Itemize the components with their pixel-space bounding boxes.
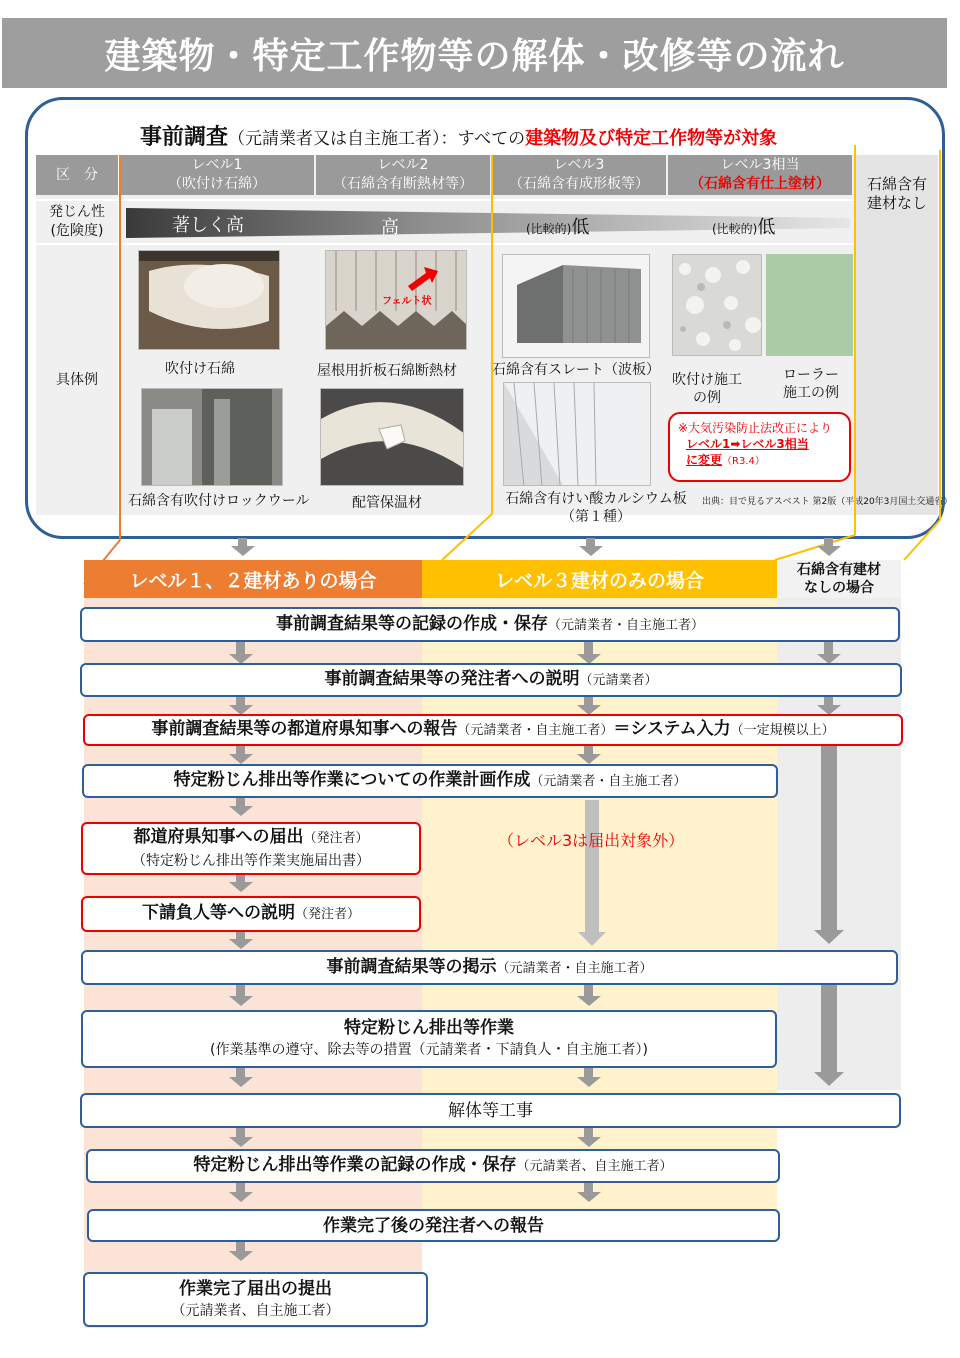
survey-heading-sub: （元請業者又は自主施工者）：すべての <box>228 129 526 149</box>
step-explain-client-sub: （元請業者） <box>579 673 658 688</box>
header-level3-equiv-desc: （石綿含有仕上塗材） <box>690 176 830 192</box>
column-connectors <box>0 0 960 600</box>
step-work-record-sub: （元請業者、自主施工者） <box>516 1159 673 1174</box>
no-asbestos-line2: 建材なし <box>866 194 927 212</box>
step-report-governor-main: 事前調査結果等の都道府県知事への報告 <box>151 719 458 739</box>
step-explain-subcontractors <box>81 896 421 932</box>
step-completion-notice <box>83 1272 428 1327</box>
arrow <box>238 538 247 546</box>
arrow-down-icon <box>577 1077 601 1087</box>
danger-level3-prefix: (比較的) <box>526 222 572 236</box>
lane-level3-head: レベル３建材のみの場合 <box>422 560 777 598</box>
no-asbestos-line1: 石綿含有 <box>866 175 927 193</box>
step-work-record-main: 特定粉じん排出等作業の記録の作成・保存 <box>193 1155 517 1175</box>
arrow-down-icon <box>577 1192 601 1202</box>
step-dust-work-detail: (作業基準の遵守、除去等の措置（元請業者・下請負人・自主施工者）) <box>210 1042 648 1058</box>
arrow-down-icon <box>229 1137 253 1147</box>
caption-calcium-silicate-line1: 石綿含有けい酸カルシウム板 <box>505 491 687 507</box>
step-dust-work <box>81 1010 777 1068</box>
arrow-down-icon <box>229 882 253 892</box>
arrow-down-icon <box>229 806 253 816</box>
arrow-down-icon <box>231 546 255 556</box>
step-report-governor <box>83 714 903 746</box>
caption-pipe-insulation: 配管保温材 <box>352 495 422 511</box>
survey-heading-main: 事前調査 <box>140 125 229 150</box>
step-posting <box>81 950 898 985</box>
step-dust-work-main: 特定粉じん排出等作業 <box>344 1018 514 1038</box>
arrow-down-icon <box>229 996 253 1006</box>
level3-exempt-note: （レベル3は届出対象外） <box>498 831 685 850</box>
arrow <box>584 642 593 654</box>
header-level3-name: レベル3 <box>553 157 605 173</box>
danger-level1-value: 著しく高 <box>172 215 244 236</box>
caption-rockwool: 石綿含有吹付けロックウール <box>128 493 310 509</box>
arrow-down-icon <box>229 1192 253 1202</box>
arrow-down-icon <box>229 754 253 764</box>
danger-level3-equiv-prefix: (比較的) <box>712 222 758 236</box>
step-notify-governor-form: （特定粉じん排出等作業実施届出書） <box>132 852 370 869</box>
arrow-down-icon <box>577 754 601 764</box>
arrow <box>824 538 833 546</box>
step-notify-governor-sub: （発注者） <box>303 830 369 846</box>
step-report-governor-scale: （一定規模以上） <box>730 723 835 738</box>
step-posting-sub: （元請業者・自主施工者） <box>496 960 653 976</box>
caption-roller-coating-line1: ローラー <box>783 367 839 383</box>
arrow-down-icon <box>817 546 841 556</box>
step-explain-subcontractors-sub: （発注者） <box>294 907 360 922</box>
step-work-plan <box>82 764 778 798</box>
caption-calcium-silicate-line2: （第１種） <box>561 509 631 525</box>
arrow-down-icon <box>577 1137 601 1147</box>
header-level3-desc: （石綿含有成形板等） <box>509 176 649 192</box>
danger-level3-equiv-value: 低 <box>757 217 776 238</box>
step-report-client <box>87 1209 780 1242</box>
arrow-down-icon <box>229 1077 253 1087</box>
step-notify-governor-main: 都道府県知事への届出 <box>133 826 304 847</box>
caption-spray-coating-line1: 吹付け施工 <box>672 372 742 388</box>
header-level1-desc: （吹付け石綿） <box>168 176 266 192</box>
caption-roof-insulation: 屋根用折板石綿断熱材 <box>317 363 457 379</box>
none-skip-arrow-1 <box>821 745 837 931</box>
caption-spray-coating-line2: の例 <box>693 390 721 406</box>
arrow <box>824 642 833 654</box>
step-demolition-main: 解体等工事 <box>448 1100 533 1121</box>
arrow-down-icon <box>578 932 606 946</box>
caption-roller-coating-line2: 施工の例 <box>783 385 839 401</box>
step-work-record <box>86 1149 780 1183</box>
caption-slate: 石綿含有スレート（波板） <box>492 362 660 378</box>
step-work-plan-sub: （元請業者・自主施工者） <box>530 774 687 789</box>
law-note-line3: に変更 <box>686 453 723 467</box>
step-report-governor-sub: （元請業者・自主施工者） <box>457 723 614 738</box>
lane-none-head <box>777 560 901 598</box>
step-work-plan-main: 特定粉じん排出等作業についての作業計画作成 <box>173 770 531 790</box>
lane-level12-head: レベル１、２建材ありの場合 <box>84 560 422 598</box>
arrow-down-icon <box>579 546 603 556</box>
step-posting-main: 事前調査結果等の掲示 <box>326 956 497 977</box>
danger-level2-value: 高 <box>381 217 399 238</box>
lane-none-head-line2: なしの場合 <box>804 580 874 596</box>
step-demolition <box>80 1093 901 1128</box>
danger-label-line1: 発じん性 <box>49 204 105 220</box>
step-explain-client <box>80 663 902 697</box>
level3-skip-arrow <box>585 800 599 932</box>
arrow-down-icon <box>814 930 844 944</box>
examples-label-text: 具体例 <box>56 371 98 388</box>
survey-heading-target: 建築物及び特定工作物等が対象 <box>525 128 778 149</box>
step-survey-record-sub: （元請業者・自主施工者） <box>547 617 704 633</box>
arrow <box>586 538 595 546</box>
arrow-down-icon <box>229 939 253 949</box>
law-note-line1: ※大気汚染防止法改正により <box>678 421 833 435</box>
header-level2-name: レベル2 <box>377 157 429 173</box>
danger-label-line2: (危険度) <box>50 223 104 239</box>
arrow-down-icon <box>814 1072 844 1086</box>
step-completion-notice-main: 作業完了届出の提出 <box>179 1278 332 1299</box>
header-label: 区 分 <box>56 166 98 183</box>
step-explain-client-main: 事前調査結果等の発注者への説明 <box>324 669 580 689</box>
arrow-down-icon <box>577 996 601 1006</box>
step-completion-notice-actors: （元請業者、自主施工者） <box>171 1302 340 1319</box>
caption-sprayed-asbestos: 吹付け石綿 <box>165 361 235 377</box>
step-report-client-main: 作業完了後の発注者への報告 <box>323 1215 544 1236</box>
lane-none-head-line1: 石綿含有建材 <box>797 562 881 578</box>
caption-felt: フェルト状 <box>382 296 432 307</box>
danger-level3-value: 低 <box>571 217 590 238</box>
step-notify-governor <box>81 822 421 875</box>
none-skip-arrow-2 <box>821 985 837 1073</box>
step-survey-record-main: 事前調査結果等の記録の作成・保存 <box>275 613 548 634</box>
step-survey-record <box>80 607 900 642</box>
law-note-date: （R3.4） <box>722 456 765 467</box>
header-level1-name: レベル1 <box>191 157 243 173</box>
arrow <box>236 642 245 654</box>
law-note-line2: レベル1➡レベル3相当 <box>686 437 809 451</box>
header-level3-equiv-name: レベル3相当 <box>720 157 800 173</box>
page-title: 建築物・特定工作物等の解体・改修等の流れ <box>2 18 947 88</box>
step-report-governor-system: ＝システム入力 <box>613 719 731 739</box>
step-explain-subcontractors-main: 下請負人等への説明 <box>141 903 295 923</box>
arrow-down-icon <box>229 1251 253 1261</box>
source-credit: 出典：目で見るアスベスト 第2版（平成20年3月国土交通省） <box>702 497 953 507</box>
header-level2-desc: （石綿含有断熱材等） <box>333 176 473 192</box>
